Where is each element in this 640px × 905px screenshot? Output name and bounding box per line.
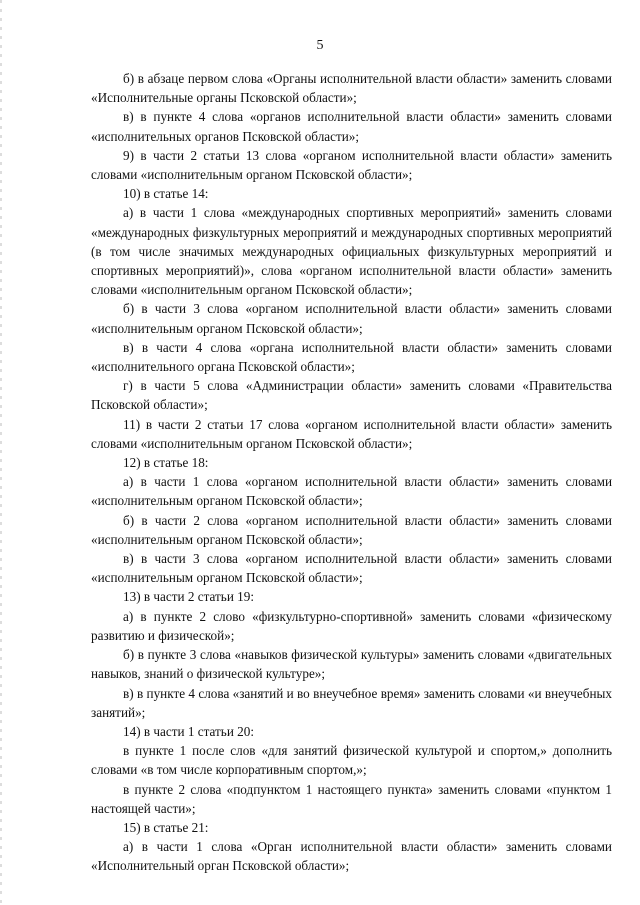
paragraph: 13) в части 2 статьи 19: (123, 589, 255, 605)
paragraph: б) в абзаце первом слова «Органы исполнительной власти области» заменить словами «Исполнительные органы Псковской области»; (91, 71, 612, 106)
paragraph: 10) в статье 14: (123, 186, 209, 202)
paragraph: а) в части 1 слова «международных спортивных мероприятий» заменить словами «международных физкультурных мероприятий и международных спортивных мероприятий (в том числе значимых международных официальных физкультурных мероприятий и спортивных мероприятий)», слова «органом исполнительной власти области» заменить словами «исполнительным органом Псковской области»; (91, 205, 612, 298)
paragraph: 14) в части 1 статьи 20: (123, 723, 255, 739)
paragraph: в) в пункте 4 слова «органов исполнительной власти области» заменить словами «исполнительных органов Псковской области»; (91, 109, 612, 144)
document-body (91, 69, 612, 876)
paragraph: б) в части 3 слова «органом исполнительной власти области» заменить словами «исполнительным органом Псковской области»; (91, 301, 612, 336)
paragraph: 12) в статье 18: (123, 455, 209, 471)
paragraph: 11) в части 2 статьи 17 слова «органом исполнительной власти области» заменить словами «исполнительным органом Псковской области»; (91, 416, 612, 451)
paragraph: 15) в статье 21: (123, 819, 209, 835)
page-number: 5 (316, 38, 324, 53)
paragraph: в) в части 4 слова «органа исполнительной власти области» заменить словами «исполнительного органа Псковской области»; (91, 339, 612, 375)
paragraph: в пункте 2 слова «подпунктом 1 настоящего пункта» заменить словами «пунктом 1 настоящей части»; (91, 781, 612, 816)
paragraph: а) в пункте 2 слово «физкультурно-спортивной» заменить словами «физическому развитию и физической»; (91, 608, 612, 643)
paragraph: г) в части 5 слова «Администрации области» заменить словами «Правительства Псковской области»; (91, 378, 612, 413)
scan-edge-mark (0, 0, 2, 905)
paragraph: в) в пункте 4 слова «занятий и во внеучебное время» заменить словами «и внеучебных занятий»; (91, 685, 612, 720)
paragraph: а) в части 1 слова «Орган исполнительной власти области» заменить словами «Исполнительный орган Псковской области»; (91, 839, 612, 874)
paragraph: а) в части 1 слова «органом исполнительной власти области» заменить словами «исполнительным органом Псковской области»; (91, 474, 612, 509)
paragraph: 9) в части 2 статьи 13 слова «органом исполнительной власти области» заменить словами «исполнительным органом Псковской области»; (91, 147, 612, 183)
paragraph: б) в части 2 слова «органом исполнительной власти области» заменить словами «исполнительным органом Псковской области»; (91, 512, 612, 547)
paragraph: в) в части 3 слова «органом исполнительной власти области» заменить словами «исполнительным органом Псковской области»; (91, 551, 612, 586)
paragraph: в пункте 1 после слов «для занятий физической культурой и спортом,» дополнить словами «в том числе корпоративным спортом,»; (91, 743, 612, 778)
paragraph: б) в пункте 3 слова «навыков физической культуры» заменить словами «двигательных навыков, знаний о физической культуре»; (91, 647, 612, 682)
